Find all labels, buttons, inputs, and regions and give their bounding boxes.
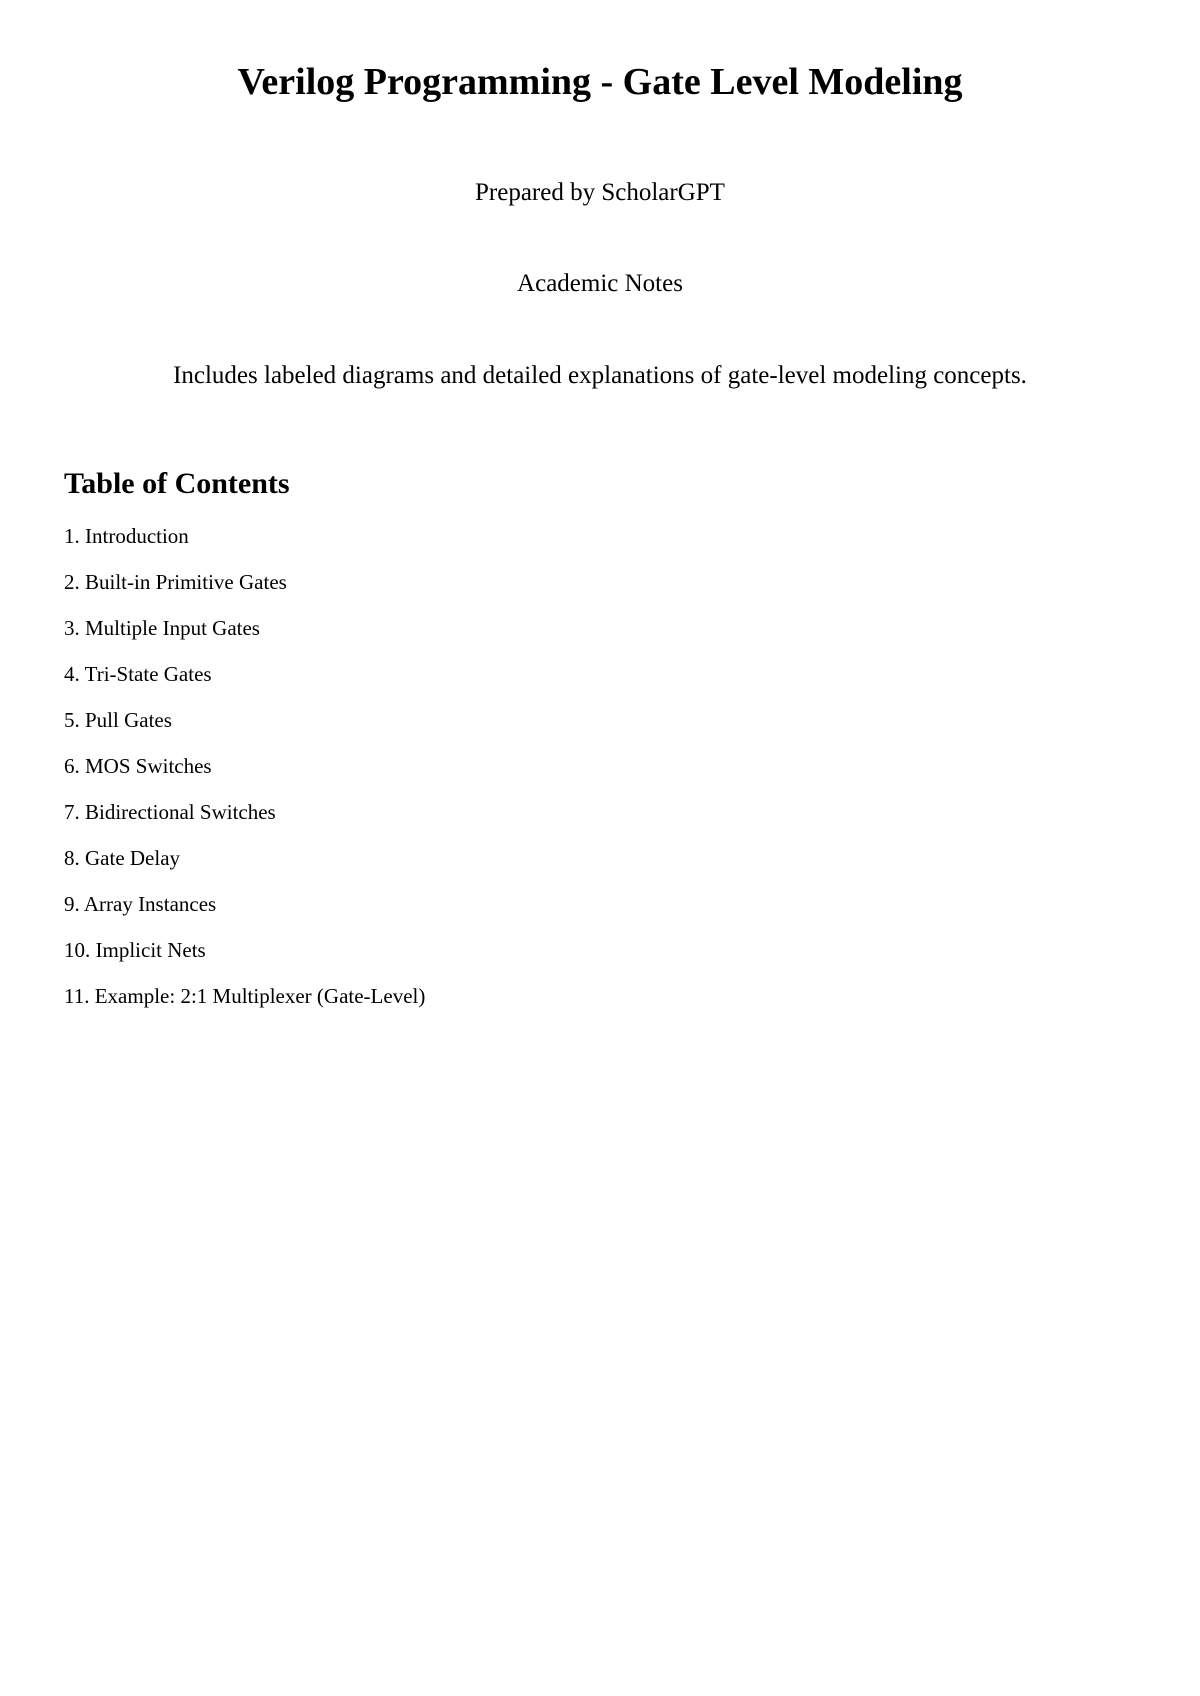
toc-item-introduction: 1. Introduction (64, 524, 189, 548)
table-of-contents (64, 522, 425, 1028)
toc-item-mos-switches: 6. MOS Switches (64, 754, 212, 778)
category-line: Academic Notes (517, 270, 683, 297)
author-line: Prepared by ScholarGPT (475, 179, 725, 206)
toc-item-bidirectional-switches: 7. Bidirectional Switches (64, 800, 276, 824)
toc-item-implicit-nets: 10. Implicit Nets (64, 938, 206, 962)
document-title: Verilog Programming - Gate Level Modeling (237, 61, 963, 103)
description-line: Includes labeled diagrams and detailed explanations of gate-level modeling concepts. (173, 362, 1027, 389)
toc-item-built-in-primitive-gates: 2. Built-in Primitive Gates (64, 570, 287, 594)
toc-item-pull-gates: 5. Pull Gates (64, 708, 172, 732)
toc-item-multiple-input-gates: 3. Multiple Input Gates (64, 616, 260, 640)
toc-item-tri-state-gates: 4. Tri-State Gates (64, 662, 212, 686)
toc-item-gate-delay: 8. Gate Delay (64, 846, 181, 870)
toc-heading: Table of Contents (64, 467, 290, 500)
toc-item-multiplexer-example: 11. Example: 2:1 Multiplexer (Gate-Level) (64, 984, 426, 1008)
toc-item-array-instances: 9. Array Instances (64, 892, 217, 916)
